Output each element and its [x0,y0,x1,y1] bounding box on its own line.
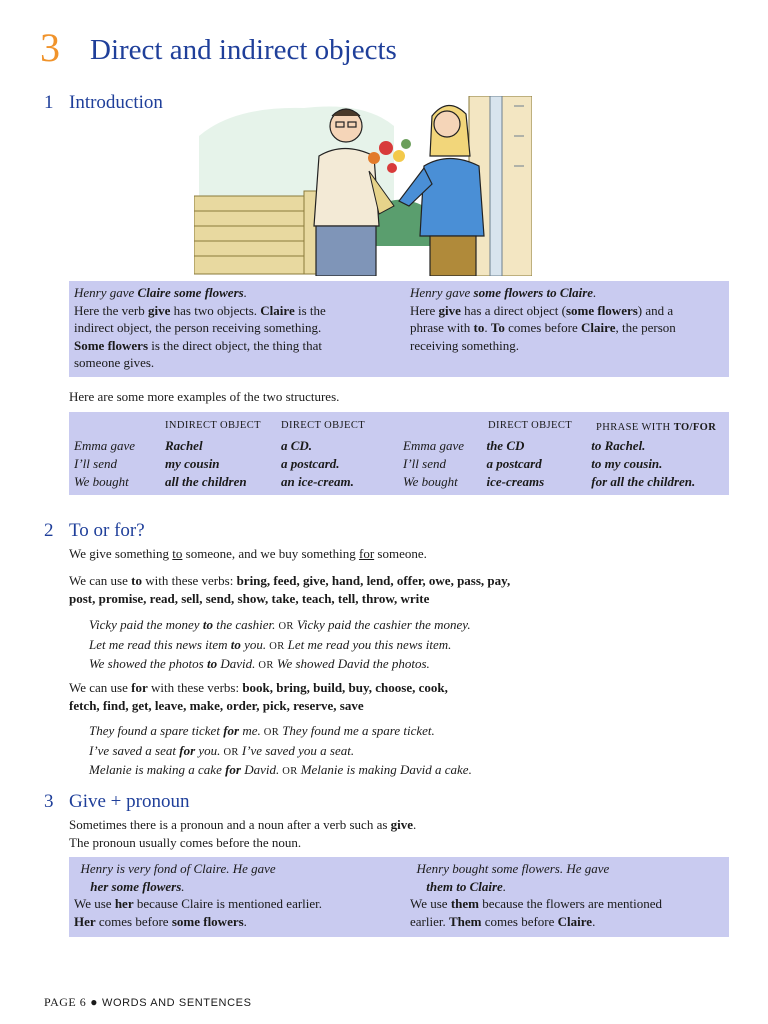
text-run: for [179,742,196,758]
example-object: to my cousin. [591,456,663,472]
text-run: Vicky paid the money [89,617,203,632]
example-subject: We bought [403,474,458,490]
text-run: Henry bought some flowers. He gave [410,861,610,876]
text-run: David. [240,762,280,777]
example-object: a postcard [486,456,542,472]
section-2-p2-text [69,572,729,607]
text-run: Claire [581,320,616,335]
text-run: someone gives. [74,355,155,370]
text-run: , the person [615,320,676,335]
example-object: a postcard. [281,456,340,472]
text-run: Them [448,913,482,929]
footer-section-name: WORDS AND SENTENCES [101,997,252,1009]
example-row [403,437,729,455]
example-subject: Emma gave [74,438,136,454]
section-2-examples-for [89,722,729,781]
header-phrase-with-to-for: PHRASE WITH TO/FOR [596,422,717,433]
examples-left-table [74,437,381,491]
header-indirect-object: INDIRECT OBJECT [165,420,261,431]
illustration-henry-gives-flowers [194,96,532,276]
text-run: The pronoun usually comes before the noun. [69,834,302,850]
section-2-paragraph-1 [69,545,729,563]
intro-box-right-text [410,284,725,354]
text-run: David. [217,656,256,671]
text-run: . [484,320,491,335]
text-run: comes before [481,913,558,929]
section-2-ex2-text [89,722,729,781]
text-run: bring, feed, give, hand, lend, offer, owe, pass, pay, [236,573,511,588]
text-run: They found a spare ticket [89,723,224,738]
text-run: for [225,762,241,777]
section-3-title: Give + pronoun [69,791,190,812]
text-run: to [473,320,485,335]
example-row [403,473,729,491]
text-run: Claire some flowers [137,285,244,300]
text-run: you. [195,742,221,758]
section-2-paragraph-2 [69,572,729,607]
example-object: to Rachel. [591,438,646,454]
example-object: a CD. [281,438,313,454]
text-run: receiving something. [410,337,520,353]
text-run: OR [260,727,283,738]
text-run: has two objects. [170,302,261,318]
intro-explanation-box [69,281,729,377]
example-object: the CD [486,438,525,454]
text-run: . [243,285,247,300]
example-subject: Emma gave [403,438,465,454]
pronoun-box-right-text [410,860,725,930]
pronoun-box-left-text [74,860,404,930]
text-run: Let me read you this news item. [287,636,452,652]
example-row [403,455,729,473]
text-run: me. [239,723,261,738]
example-subject: We bought [74,474,129,490]
example-row [74,473,381,491]
text-run: Here [410,302,439,318]
text-run: Her [74,913,96,929]
text-run: fetch, find, get, leave, make, order, pick, reserve, save [69,697,364,713]
pronoun-explanation-box [69,857,729,937]
text-run: Here the verb [74,302,148,318]
text-run: to [172,546,183,561]
text-run: someone, and we buy something [182,546,359,561]
text-run: for [358,546,375,561]
text-run: We use [410,896,451,911]
section-2-examples-to [89,616,729,675]
section-2-number: 2 [44,520,54,541]
text-run: Melanie is making David a cake. [300,762,472,777]
text-run: We can use [69,680,132,695]
text-run: . [593,285,597,300]
text-run: . [502,878,507,894]
text-run: We showed the photos [89,656,207,671]
text-run: To [490,320,505,335]
illustration-svg [194,96,532,276]
unit-title: Direct and indirect objects [90,34,397,66]
text-run: because the flowers are mentioned [479,896,663,911]
example-row [74,437,381,455]
text-run: to [230,636,241,652]
text-run: post, promise, read, sell, send, show, take, teach, tell, throw, write [69,590,430,606]
header-direct-object-left: DIRECT OBJECT [281,420,366,431]
text-run: phrase with [410,320,474,335]
text-run: with these verbs: [141,573,237,588]
example-subject: I’ll send [403,456,446,472]
section-2-p1-text [69,545,729,563]
example-object: all the children [165,474,247,490]
intro-box-left-text [74,284,404,372]
text-run: give [390,817,414,832]
pronoun-box-right [410,860,725,930]
text-run: indirect object, the person receiving something. [74,320,322,335]
text-run: them to Claire [410,878,503,894]
intro-box-right [410,284,725,354]
text-run: give [148,302,171,318]
bullet-icon: ● [90,995,98,1009]
text-run: Melanie is making a cake [89,762,226,777]
examples-table-box [69,412,729,495]
text-run: Henry gave [74,285,138,300]
page-footer [44,994,252,1013]
text-run: Claire [260,302,295,318]
text-run: We showed David the photos. [276,656,430,671]
text-run: some flowers [565,302,638,318]
text-run: some flowers [171,913,244,929]
text-run: . [243,913,247,929]
text-run: them [450,896,479,911]
text-run: comes before [95,913,172,929]
intro-box-left [74,284,404,372]
example-object: for all the children. [591,474,696,490]
text-run: I’ve saved a seat [89,742,180,758]
page-label: PAGE 6 [44,995,87,1009]
text-run: to [131,573,142,588]
example-subject: I’ll send [74,456,117,472]
text-run: Vicky paid the cashier the money. [296,617,471,632]
text-run: because Claire is mentioned earlier. [133,896,323,911]
text-run: OR [279,766,301,777]
text-run: Some flowers [74,337,149,353]
text-run: ) and a [637,302,674,318]
section-3-paragraph-1 [69,816,729,851]
section-2-p3-text [69,679,729,714]
text-run: I’ve saved you a seat. [241,742,355,758]
text-run: her [114,896,134,911]
text-run: for [223,723,240,738]
text-run: with these verbs: [147,680,243,695]
text-run: Henry gave [410,285,474,300]
text-run: is the direct object, the thing that [148,337,323,353]
text-run: some flowers to Claire [473,285,594,300]
text-run: OR [275,621,297,632]
text-run: Claire [557,913,593,929]
text-run: We use [74,896,115,911]
text-run: you. [240,636,267,652]
text-run: They found me a spare ticket. [282,723,435,738]
text-run: to [202,617,213,632]
section-2-title: To or for? [69,520,145,541]
pronoun-box-left [74,860,404,930]
text-run: Let me read this news item [89,636,231,652]
example-object: ice-creams [486,474,545,490]
section-2-paragraph-3 [69,679,729,714]
example-object: an ice-cream. [281,474,354,490]
header-direct-object-right: DIRECT OBJECT [488,420,573,431]
text-run: for [131,680,148,695]
text-run: OR [220,746,242,758]
section-2-ex1-text [89,616,729,675]
section-3-p1-text [69,816,729,851]
section-1-title: Introduction [69,92,163,113]
text-run: book, bring, build, buy, choose, cook, [242,680,448,695]
text-run: Henry is very fond of Claire. He gave [74,861,276,876]
text-run: OR [266,640,288,652]
examples-intro: Here are some more examples of the two structures. [69,389,340,404]
text-run: We give something [69,546,173,561]
text-run: OR [255,660,277,671]
section-3-number: 3 [44,791,54,812]
text-run: We can use [69,573,132,588]
text-run: . [181,878,185,894]
examples-right-table [403,437,729,491]
text-run: . [413,817,417,832]
text-run: is the [294,302,326,318]
text-run: her some flowers [74,878,182,894]
text-run: to [206,656,218,671]
text-run: earlier. [410,913,449,929]
text-run: comes before [504,320,582,335]
text-run: the cashier. [212,617,276,632]
text-run: someone. [374,546,427,561]
example-object: Rachel [165,438,203,454]
unit-number: 3 [40,25,60,70]
text-run: has a direct object ( [460,302,566,318]
text-run: . [592,913,596,929]
example-object: my cousin [165,456,220,472]
section-1-number: 1 [44,92,54,113]
text-run: Sometimes there is a pronoun and a noun after a verb such as [69,817,391,832]
example-row [74,455,381,473]
text-run: give [438,302,461,318]
